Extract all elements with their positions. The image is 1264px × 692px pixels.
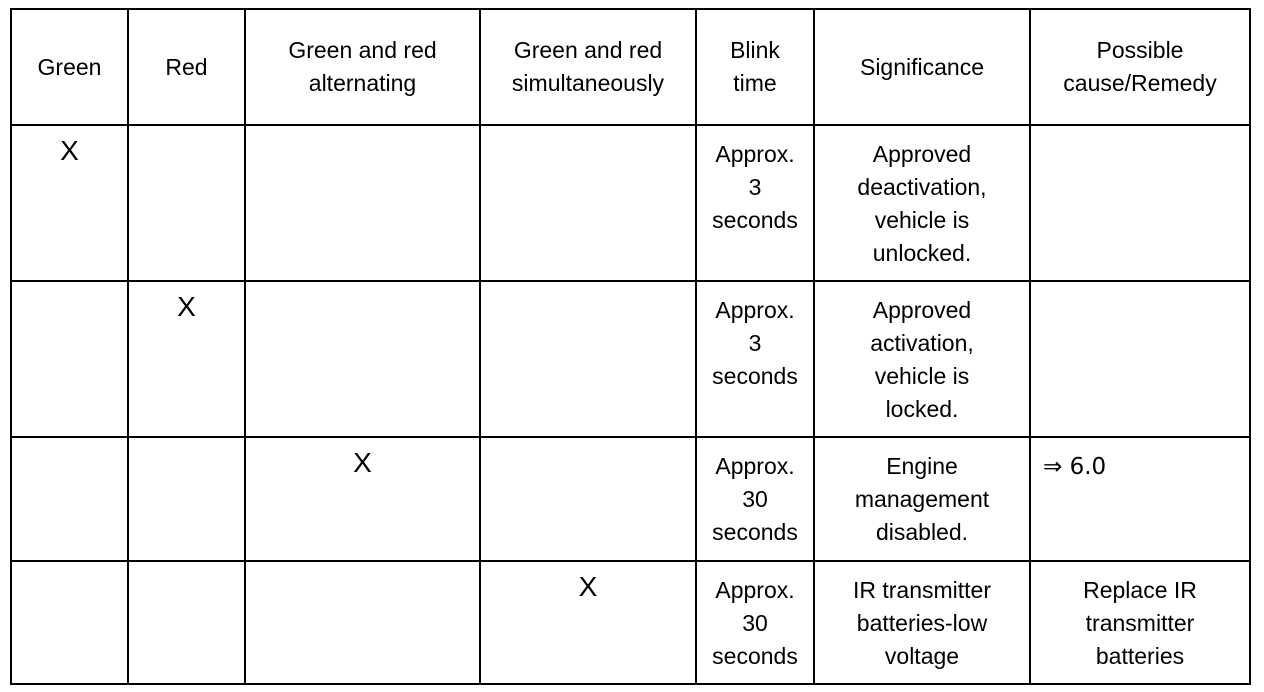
cell-red — [128, 561, 245, 684]
header-significance: Significance — [814, 9, 1030, 125]
cell-significance: Approved deactivation, vehicle is unlocked. — [814, 125, 1030, 281]
cell-remedy — [1030, 125, 1250, 281]
cell-blink-time: Approx. 3 seconds — [696, 125, 814, 281]
indicator-light-table — [10, 8, 1251, 685]
header-green: Green — [11, 9, 128, 125]
table-row — [11, 561, 1250, 684]
cell-green — [11, 561, 128, 684]
cell-simultaneously — [480, 281, 696, 437]
cell-significance: Approved activation, vehicle is locked. — [814, 281, 1030, 437]
cell-alternating: X — [245, 437, 480, 561]
cell-alternating — [245, 125, 480, 281]
cell-blink-time: Approx. 3 seconds — [696, 281, 814, 437]
cell-blink-time: Approx. 30 seconds — [696, 561, 814, 684]
cell-remedy — [1030, 437, 1250, 561]
header-red: Red — [128, 9, 245, 125]
cell-red — [128, 437, 245, 561]
cell-green: X — [11, 125, 128, 281]
cell-significance: IR transmitter batteries-low voltage — [814, 561, 1030, 684]
cell-green — [11, 281, 128, 437]
cell-remedy — [1030, 281, 1250, 437]
table-row — [11, 281, 1250, 437]
header-blink-time: Blink time — [696, 9, 814, 125]
cell-red: X — [128, 281, 245, 437]
cell-remedy: Replace IR transmitter batteries — [1030, 561, 1250, 684]
cell-simultaneously: X — [480, 561, 696, 684]
table-row — [11, 125, 1250, 281]
header-simultaneously: Green and red simultaneously — [480, 9, 696, 125]
header-alternating: Green and red alternating — [245, 9, 480, 125]
cell-alternating — [245, 561, 480, 684]
cell-simultaneously — [480, 437, 696, 561]
cell-red — [128, 125, 245, 281]
reference-link-text: ⇒ 6.0 — [1043, 454, 1107, 480]
cell-significance: Engine management disabled. — [814, 437, 1030, 561]
table-row — [11, 437, 1250, 561]
cell-blink-time: Approx. 30 seconds — [696, 437, 814, 561]
header-remedy: Possible cause/Remedy — [1030, 9, 1250, 125]
cell-alternating — [245, 281, 480, 437]
cell-green — [11, 437, 128, 561]
header-row — [11, 9, 1250, 125]
cell-simultaneously — [480, 125, 696, 281]
